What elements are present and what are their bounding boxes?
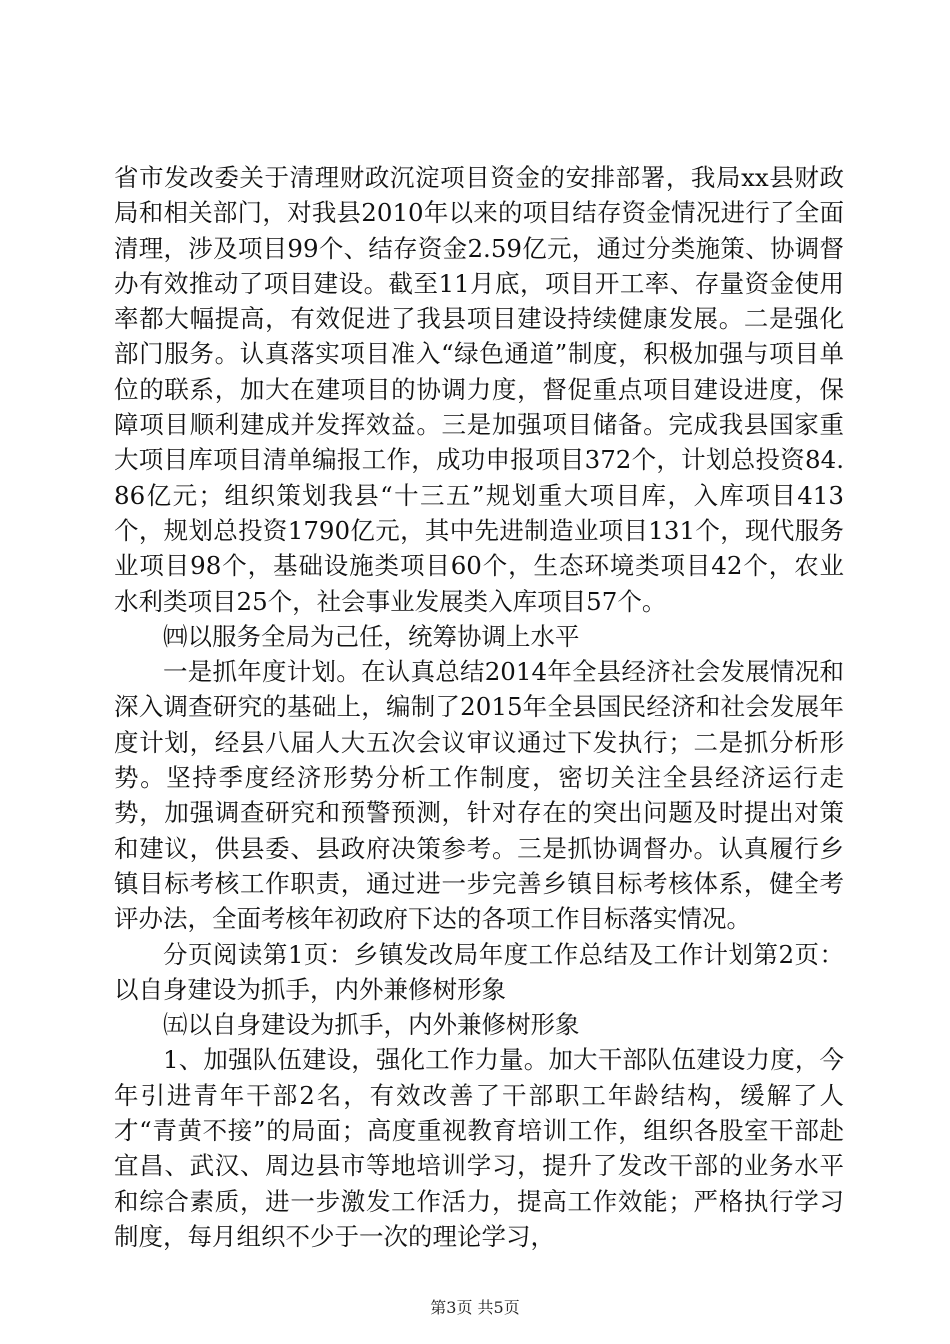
page-navigation-note: 分页阅读第1页：乡镇发改局年度工作总结及工作计划第2页：以自身建设为抓手，内外兼修树形象 (114, 939, 844, 1004)
body-paragraph-2: 一是抓年度计划。在认真总结2014年全县经济社会发展情况和深入调查研究的基础上，编制了2015年全县国民经济和社会发展年度计划，经县八届人大五次会议审议通过下发执行；二是抓分析形势。坚持季度经济形势分析工作制度，密切关注全县经济运行走势，加强调查研究和预警预测，针对存在的突出问题及时提出对策和建议，供县委、县政府决策参考。三是抓协调督办。认真履行乡镇目标考核工作职责，通过进一步完善乡镇目标考核体系，健全考评办法，全面考核年初政府下达的各项工作目标落实情况。 (114, 657, 844, 934)
body-paragraph-3: 1、加强队伍建设，强化工作力量。加大干部队伍建设力度，今年引进青年干部2名，有效改善了干部职工年龄结构，缓解了人才“青黄不接”的局面；高度重视教育培训工作，组织各股室干部赴宜昌、武汉、周边县市等地培训学习，提升了发改干部的业务水平和综合素质，进一步激发工作活力，提高工作效能；严格执行学习制度，每月组织不少于一次的理论学习， (114, 1045, 844, 1251)
section-heading-4: ㈣以服务全局为己任，统筹协调上水平 (163, 621, 580, 651)
document-body (114, 160, 844, 1254)
page-footer: 第3页 共5页 (430, 1298, 520, 1317)
section-heading-5: ㈤以自身建设为抓手，内外兼修树形象 (163, 1010, 580, 1040)
body-paragraph-1: 省市发改委关于清理财政沉淀项目资金的安排部署，我局xx县财政局和相关部门，对我县2010年以来的项目结存资金情况进行了全面清理，涉及项目99个、结存资金2.59亿元，通过分类施策、协调督办有效推动了项目建设。截至11月底，项目开工率、存量资金使用率都大幅提高，有效促进了我县项目建设持续健康发展。二是强化部门服务。认真落实项目准入“绿色通道”制度，积极加强与项目单位的联系，加大在建项目的协调力度，督促重点项目建设进度，保障项目顺利建成并发挥效益。三是加强项目储备。完成我县国家重大项目库项目清单编报工作，成功申报项目372个，计划总投资84.86亿元；组织策划我县“十三五”规划重大项目库，入库项目413个，规划总投资1790亿元，其中先进制造业项目131个，现代服务业项目98个，基础设施类项目60个，生态环境类项目42个，农业水利类项目25个，社会事业发展类入库项目57个。 (114, 163, 844, 616)
